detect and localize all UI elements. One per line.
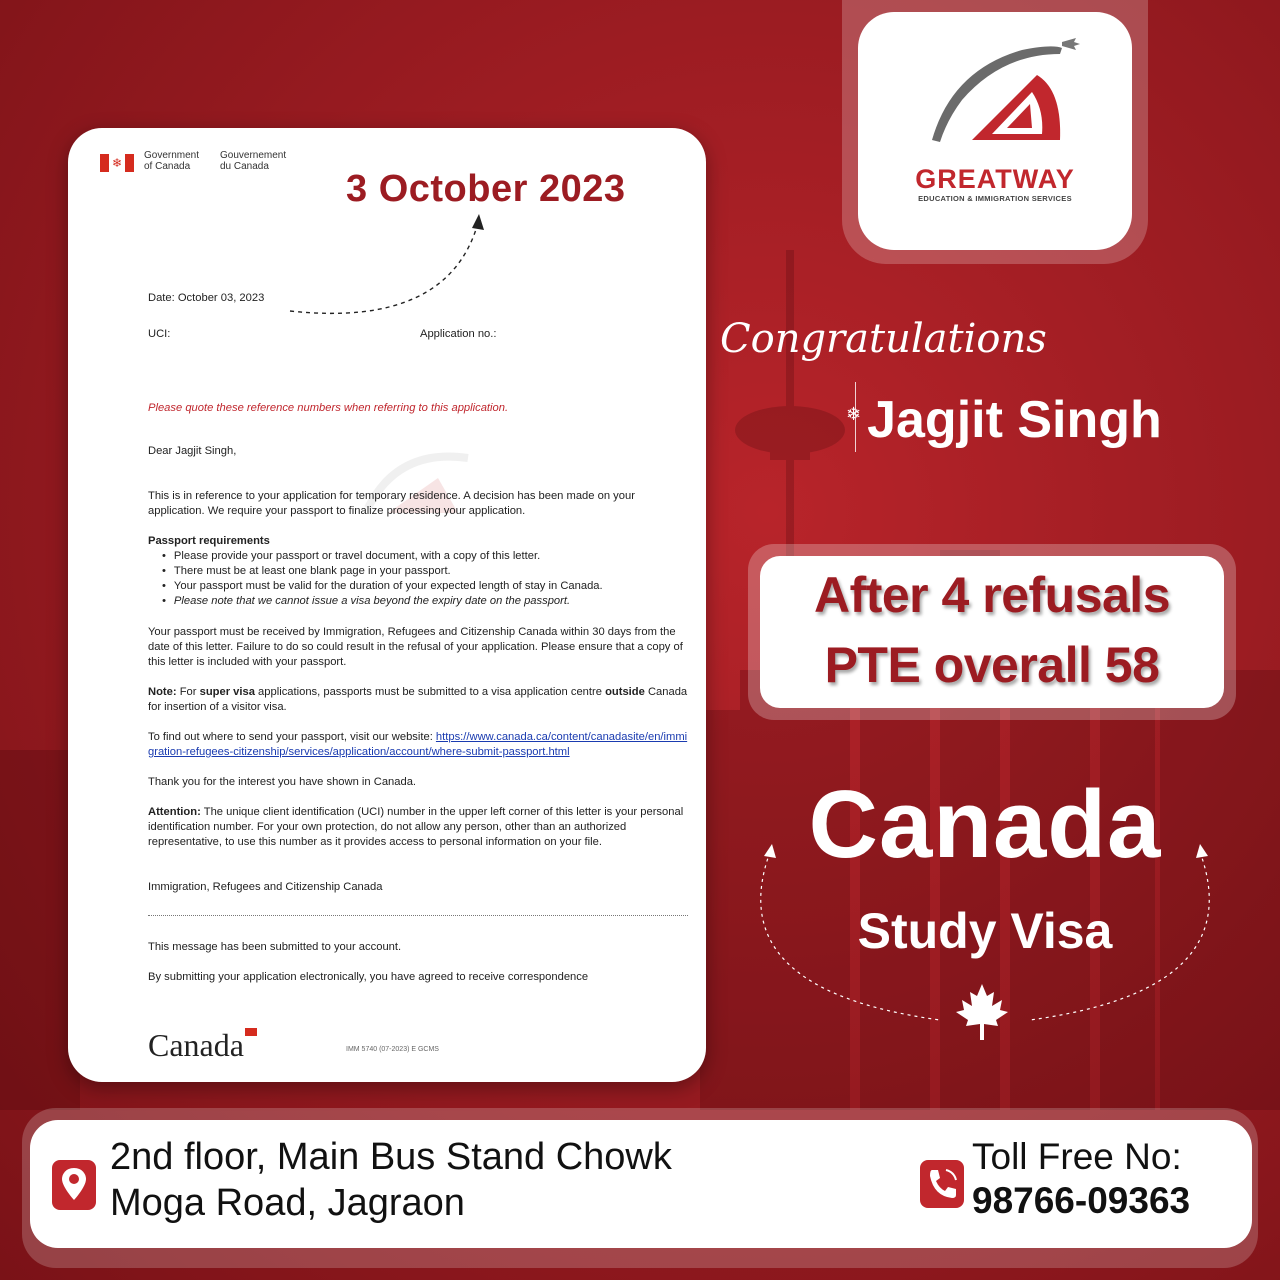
government-header: [100, 150, 286, 172]
passport-list: [148, 549, 688, 609]
gov-fr: Gouvernement du Canada: [220, 150, 287, 172]
submitted-note: This message has been submitted to your account.: [148, 941, 402, 953]
location-pin-icon: [52, 1160, 96, 1210]
greeting: Dear Jagjit Singh,: [148, 445, 237, 457]
country-title: Canada: [808, 771, 1162, 878]
refusal-line-2: PTE overall 58: [824, 637, 1160, 693]
note-text: For: [176, 686, 200, 698]
list-item: • Your passport must be valid for the duration of your expected length of stay in Canada.: [176, 579, 688, 594]
signoff: Immigration, Refugees and Citizenship Canada: [148, 881, 383, 893]
note-text: applications, passports must be submitted to a visa application centre: [254, 686, 606, 698]
visa-type: Study Visa: [857, 903, 1113, 959]
note-label: Note:: [148, 686, 177, 698]
airplane-icon: [1062, 38, 1080, 50]
canada-flag-icon: ❄: [100, 154, 134, 172]
toll-free-label: Toll Free No:: [972, 1136, 1182, 1177]
passport-url-link[interactable]: https://www.canada.ca/content/canadasite/en/immigration-refugees-citizenship/services/application/account/where-submit-passport.html: [148, 731, 688, 759]
list-item: • Please note that we cannot issue a visa beyond the expiry date on the passport.: [176, 594, 688, 609]
paragraph-intro: This is in reference to your application for temporary residence. A decision has been made on your application. We require your passport to finalize processing your application.: [148, 490, 635, 518]
gov-en: Government of Canada: [144, 150, 200, 172]
address-line-1: 2nd floor, Main Bus Stand Chowk: [110, 1136, 672, 1178]
uci-label: UCI:: [148, 328, 171, 340]
passport-requirements: [148, 534, 688, 610]
date-value: October 03, 2023: [177, 292, 265, 304]
date-label: Date:: [148, 292, 175, 304]
note-paragraph: [148, 685, 688, 715]
list-item: • There must be at least one blank page in your passport.: [176, 564, 688, 579]
student-name-row: [846, 390, 1162, 450]
canada-flag-icon: [245, 1028, 257, 1036]
wordmark-text: Canada: [148, 1027, 244, 1063]
canada-wordmark: [148, 1024, 257, 1067]
passport-heading: Passport requirements: [148, 535, 270, 547]
attention-text: The unique client identification (UCI) number in the upper left corner of this letter is your personal identification number. For your own protection, do not allow any person, other than an authorized representative, to use this number as it provides access to personal information on your file.: [148, 806, 684, 849]
toll-free-number[interactable]: 98766-09363: [972, 1180, 1191, 1221]
greatway-logo-icon: [912, 30, 1082, 160]
attention-label: Attention:: [148, 806, 201, 818]
separator: [148, 915, 688, 916]
phone-icon: [920, 1160, 964, 1208]
paragraph-deadline: Your passport must be received by Immigration, Refugees and Citizenship Canada within 30 days from the date of this letter. Failure to do so could result in the refusal of your application. Please ensure that a copy of this letter is included with your passport.: [148, 626, 683, 669]
attention-paragraph: [148, 805, 688, 850]
form-code: IMM 5740 (07-2023) E GCMS: [346, 1046, 439, 1053]
application-no-label: Application no.:: [420, 328, 497, 340]
brand-name: GREATWAY: [915, 164, 1075, 194]
brand-tagline: EDUCATION & IMMIGRATION SERVICES: [918, 194, 1072, 203]
electronic-note: By submitting your application electronically, you have agreed to receive correspondence: [148, 971, 589, 983]
note-text: Canada for insertion of a visitor visa.: [148, 686, 688, 714]
congrats-heading: Congratulations: [720, 316, 1047, 362]
maple-leaf-icon: ❄: [846, 403, 862, 424]
letter-date-row: [148, 291, 264, 306]
list-item: • Please provide your passport or travel document, with a copy of this letter.: [176, 549, 688, 564]
website-intro: To find out where to send your passport, visit our website:: [148, 731, 436, 743]
refusal-line-1: After 4 refusals: [813, 567, 1171, 623]
approval-letter-card: [68, 128, 706, 1082]
note-bold: super visa: [199, 686, 255, 698]
reference-note: Please quote these reference numbers when referring to this application.: [148, 402, 509, 414]
thanks-line: Thank you for the interest you have shown in Canada.: [148, 776, 417, 788]
maple-leaf-icon: [954, 982, 1010, 1042]
website-paragraph: [148, 730, 688, 760]
note-bold: outside: [605, 686, 645, 698]
highlight-date: 3 October 2023: [346, 168, 626, 210]
student-name: Jagjit Singh: [867, 391, 1162, 449]
address-line-2: Moga Road, Jagraon: [110, 1182, 465, 1224]
